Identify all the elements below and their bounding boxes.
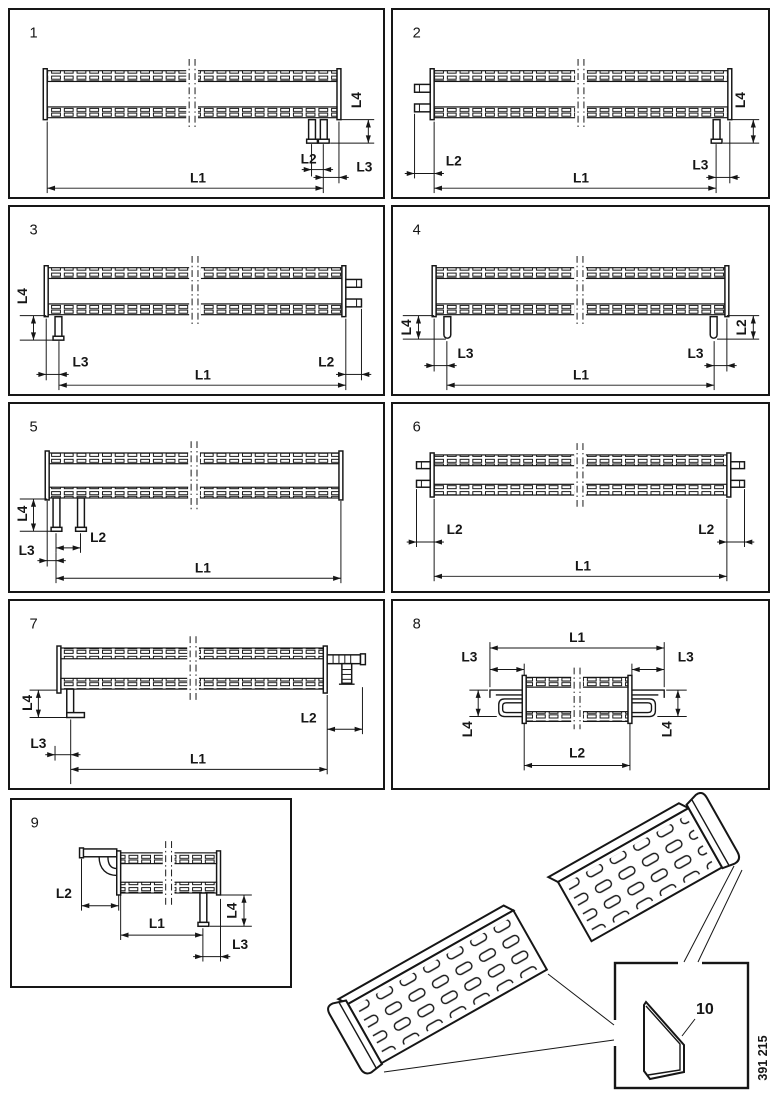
pipe-stubs [444,317,717,339]
dim-label-l3: L3 [677,649,694,665]
dim-label-l1: L1 [148,916,165,932]
panel-number: 3 [29,222,38,239]
dim-label-l2: L2 [90,530,107,546]
dim-l4 [399,316,446,339]
panel-3-drawing [10,207,383,394]
pipe-stubs [67,689,85,717]
panel-number: 8 [412,616,421,633]
dim-l1 [59,367,346,385]
panel-5 [8,402,385,593]
dim-label-l3: L3 [30,735,47,751]
dim-l2 [405,114,462,193]
dim-l1 [434,170,716,188]
dim-label-l2: L2 [569,745,586,761]
panel-6 [391,402,770,593]
dim-l1 [447,367,714,385]
dim-label-l4: L4 [733,92,749,109]
dim-label-l2: L2 [734,319,750,336]
dim-label-l3: L3 [457,345,474,361]
dim-label-l3: L3 [692,157,709,173]
convector-body [432,256,729,326]
dim-l2 [717,316,759,339]
dim-label-l4: L4 [349,92,365,109]
panel-9-drawing [12,800,290,986]
dim-label-l1: L1 [572,367,589,383]
panel-8 [391,599,770,790]
dim-l3-right [632,650,694,676]
dim-label-l1: L1 [569,630,586,646]
convector-body [45,441,343,510]
dim-label-l3: L3 [356,159,373,175]
dim-l2 [56,530,106,553]
panel-4 [391,205,770,396]
dim-label-l4: L4 [659,721,675,738]
convector-body [522,668,632,730]
dim-l3-left [461,650,524,676]
panel-number: 2 [412,25,421,42]
dim-label-l2: L2 [318,354,335,370]
dim-label-l3: L3 [687,345,704,361]
dim-label-l1: L1 [572,170,589,186]
dim-l1 [434,558,727,576]
dim-l4 [210,895,252,926]
dim-label-l2: L2 [445,153,462,169]
dim-l4 [15,499,51,531]
panel-7 [8,599,385,790]
panel-9 [10,798,292,988]
dim-label-l4: L4 [15,505,31,522]
panel-1 [8,8,385,199]
dim-label-l1: L1 [194,367,211,383]
dim-label-l4: L4 [20,694,36,711]
panel-8-drawing [393,601,768,788]
dim-l4-left [460,690,497,737]
dim-label-l3: L3 [461,649,478,665]
dim-label-l4: L4 [224,902,240,919]
end-cap-detail [644,1001,714,1079]
dim-label-l1: L1 [189,751,206,767]
dim-l2 [524,723,630,770]
panel-number: 7 [29,616,38,633]
dim-label-l2: L2 [300,151,317,167]
convector-body [430,443,731,507]
dim-label-l1: L1 [189,170,206,186]
dim-l2 [301,687,363,774]
drawing-number: 391 215 [756,1035,770,1081]
dim-l4 [20,690,67,717]
convector-body [44,256,346,326]
panel-7-drawing [10,601,383,788]
dim-label-l4: L4 [15,288,31,305]
panel-number: 9 [30,815,39,832]
panel-number: 1 [29,25,38,42]
convector-body [43,59,341,129]
pipe-stubs [198,893,209,926]
dim-l1 [71,752,328,770]
panel-number: 6 [412,419,421,436]
dim-label-l3: L3 [18,542,35,558]
dim-label-l3: L3 [72,354,89,370]
perspective-view [296,792,778,1100]
panel-2-drawing [393,10,768,197]
dim-l2 [56,859,119,911]
dim-l2-left [407,489,463,581]
dim-label-l2: L2 [55,885,72,901]
dim-label-l2: L2 [300,710,317,726]
dim-l1 [121,895,203,940]
dim-l3 [36,319,88,390]
elbow-connection [327,654,365,684]
panel-number: 4 [412,222,421,239]
dim-label-l4: L4 [459,721,475,738]
dim-l2-right [698,489,754,581]
dim-l4-right [657,690,686,737]
dim-l2 [318,309,371,390]
dim-label-l3: L3 [232,936,249,952]
panel-6-drawing [393,404,768,591]
panel-number: 5 [29,419,38,436]
panel-3 [8,205,385,396]
dim-l1 [47,122,323,193]
panel-4-drawing [393,207,768,394]
detail-number-label: 10 [696,1001,714,1018]
panel-5-drawing [10,404,383,591]
elbow-connection-right [632,690,664,716]
elbow-connection-left [490,690,522,716]
convector-body [430,59,732,129]
dim-label-l2: L2 [446,522,463,538]
dim-label-l2: L2 [698,522,715,538]
convector-3d-lower-segment [325,903,548,1077]
dim-l3 [30,719,80,784]
convector-body [57,636,327,701]
dim-label-l1: L1 [194,560,211,576]
pipe-stubs [51,498,86,531]
dim-label-l4: L4 [399,319,415,336]
panel-1-drawing [10,10,383,197]
dim-label-l1: L1 [574,558,591,574]
elbow-connection [80,848,117,875]
panel-2 [391,8,770,199]
pipe-stubs [307,120,330,143]
dim-l2 [301,144,333,193]
convector-3d-upper-segment [548,792,741,947]
